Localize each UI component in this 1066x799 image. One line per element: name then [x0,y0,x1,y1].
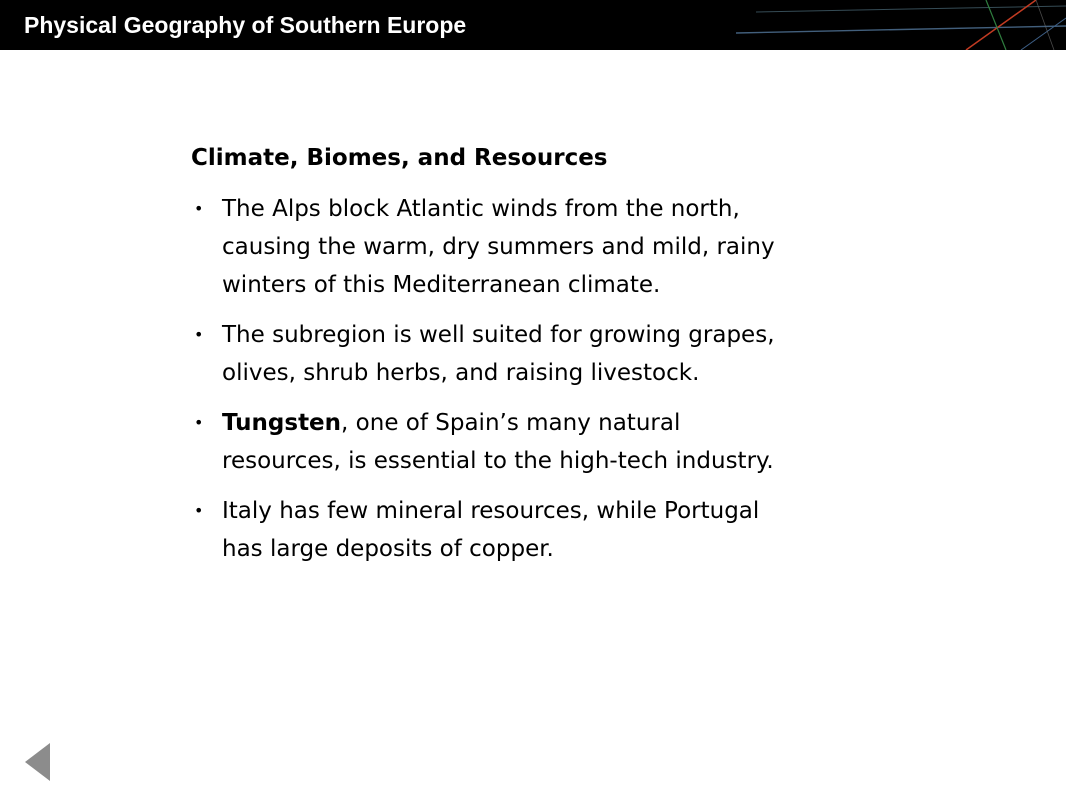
header-bar [0,0,1066,50]
bullet-dot-icon: • [194,413,204,432]
slide-content [191,138,951,580]
header-decoration [736,0,1066,50]
bullet-line: causing the warm, dry summers and mild, rainy [222,234,775,260]
bullet-text: , one of Spain’s many natural [341,410,681,436]
bullet-line: resources, is essential to the high-tech industry. [222,448,774,474]
bullet-line: Italy has few mineral resources, while Portugal [222,498,760,524]
bullet-item-agriculture [191,316,951,392]
bullet-bold-term: Tungsten [222,410,342,436]
bullet-item-alps-climate [191,190,951,304]
bullet-line: winters of this Mediterranean climate. [222,272,661,298]
bullet-line: The subregion is well suited for growing grapes, [222,322,775,348]
slide-heading: Climate, Biomes, and Resources [191,145,608,171]
bullet-dot-icon: • [194,199,204,218]
bullet-item-minerals [191,492,951,568]
bullet-line [222,404,951,442]
page-title: Physical Geography of Southern Europe [24,12,467,38]
bullet-list [191,190,951,568]
bullet-line: olives, shrub herbs, and raising livestock. [222,360,700,386]
bullet-item-tungsten [191,404,951,480]
bullet-line: The Alps block Atlantic winds from the north, [222,196,740,222]
bullet-dot-icon: • [194,501,204,520]
bullet-line: has large deposits of copper. [222,536,554,562]
bullet-dot-icon: • [194,325,204,344]
back-triangle-icon[interactable] [25,743,50,781]
